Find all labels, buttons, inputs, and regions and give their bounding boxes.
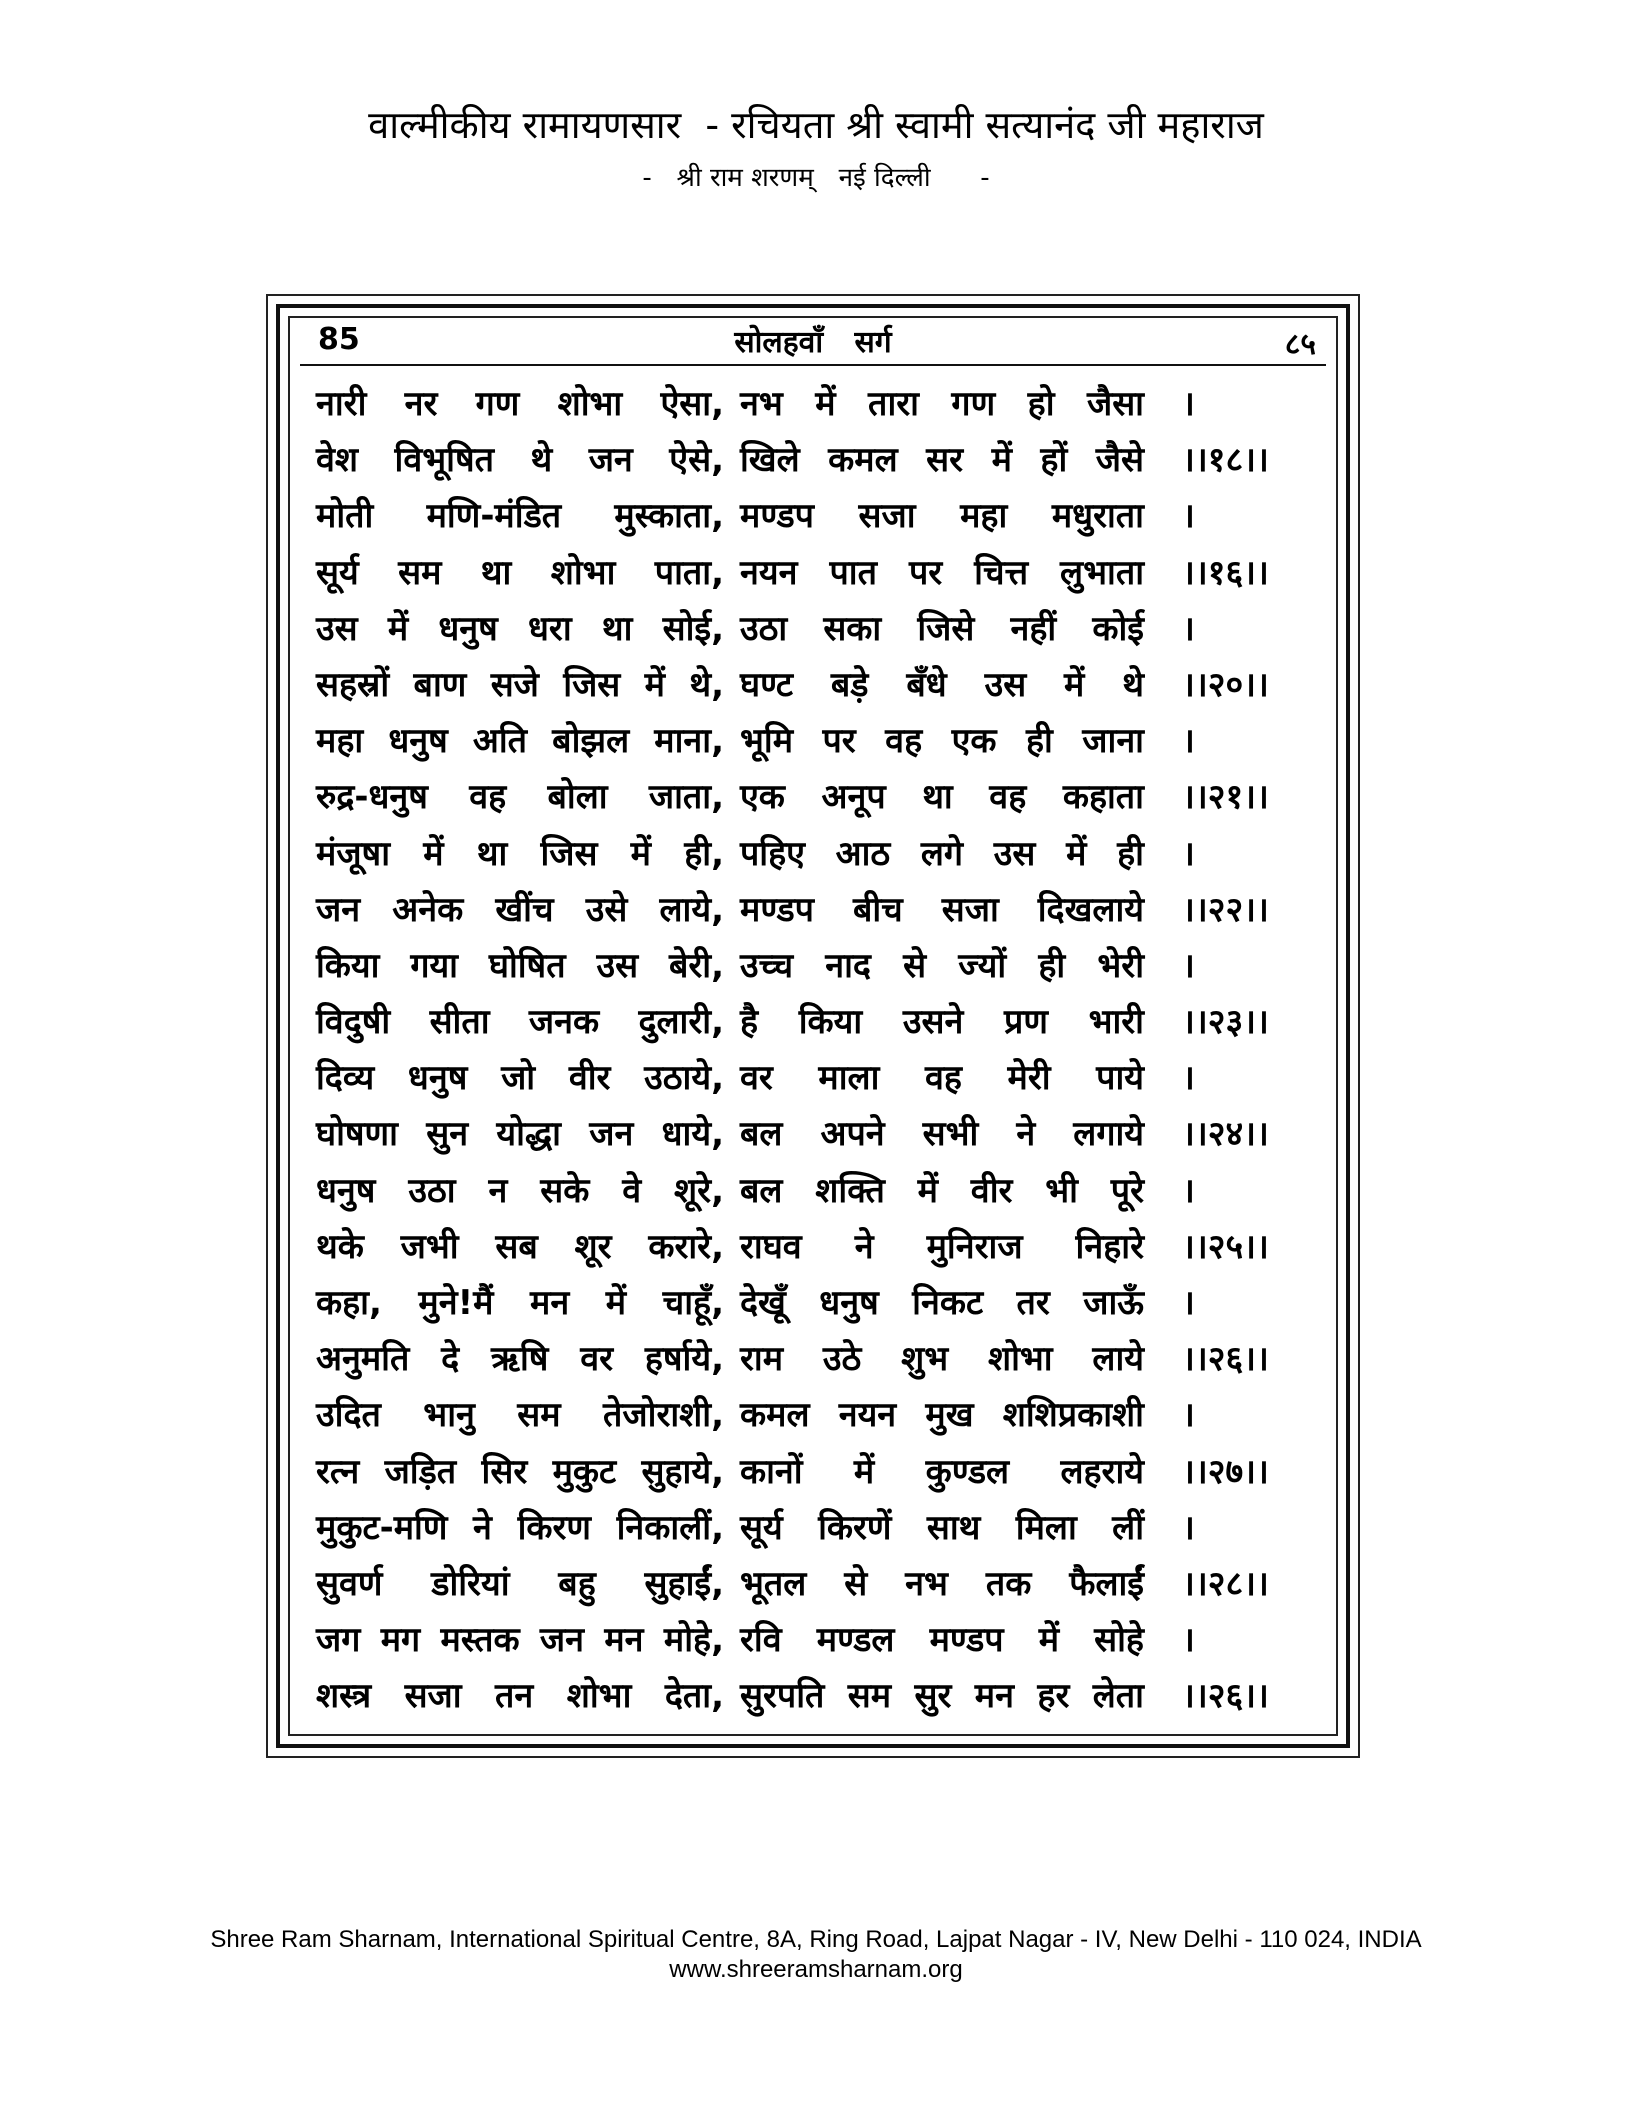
verse-first-half: सूर्य सम था शोभा पाता, bbox=[316, 552, 724, 593]
verse-number: ।।२५।। bbox=[1182, 1226, 1269, 1267]
verse-number: ।।२४।। bbox=[1182, 1114, 1269, 1155]
verse-line bbox=[316, 432, 1326, 488]
verse-first-half: थके जभी सब शूर करारे, bbox=[316, 1226, 724, 1267]
verse-first-half: महा धनुष अति बोझल माना, bbox=[316, 721, 724, 762]
verse-second-half: भूतल से नभ तक फैलाईं bbox=[740, 1563, 1144, 1604]
verse-line bbox=[316, 1106, 1326, 1162]
document-title: वाल्मीकीय रामायणसार - रचियता श्री स्वामी सत्यानंद जी महाराज bbox=[368, 103, 1264, 147]
verse-number: । bbox=[1182, 1058, 1195, 1099]
verse-line bbox=[316, 1612, 1326, 1668]
verse-first-half: उदित भानु सम तेजोराशी, bbox=[316, 1395, 724, 1436]
verse-first-half: मुकुट-मणि ने किरण निकालीं, bbox=[316, 1507, 724, 1548]
verse-line bbox=[316, 882, 1326, 938]
verse-line bbox=[316, 1050, 1326, 1106]
verse-second-half: सुरपति सम सुर मन हर लेता bbox=[740, 1676, 1144, 1717]
verse-line bbox=[316, 1331, 1326, 1387]
verse-first-half: घोषणा सुन योद्धा जन धाये, bbox=[316, 1114, 724, 1155]
footer-website[interactable]: www.shreeramsharnam.org bbox=[669, 1956, 963, 1983]
document-subtitle: - श्री राम शरणम् नई दिल्ली - bbox=[642, 163, 990, 193]
verse-number: ।।२१।। bbox=[1182, 777, 1269, 818]
verse-second-half: बल शक्ति में वीर भी पूरे bbox=[740, 1170, 1144, 1211]
verse-first-half: अनुमति दे ऋषि वर हर्षाये, bbox=[316, 1339, 724, 1380]
verse-line bbox=[316, 376, 1326, 432]
verse-second-half: वर माला वह मेरी पाये bbox=[740, 1058, 1144, 1099]
verse-line bbox=[316, 488, 1326, 544]
header-rule bbox=[300, 364, 1326, 366]
verse-first-half: नारी नर गण शोभा ऐसा, bbox=[316, 384, 724, 424]
verse-line bbox=[316, 938, 1326, 994]
verse-second-half: पहिए आठ लगे उस में ही bbox=[740, 833, 1144, 874]
verse-number: ।।२६।। bbox=[1182, 1676, 1269, 1717]
verse-second-half: उच्च नाद से ज्यों ही भेरी bbox=[740, 945, 1144, 986]
verse-first-half: सुवर्ण डोरियां बहु सुहाईं, bbox=[316, 1563, 724, 1604]
page-header-row bbox=[300, 318, 1326, 366]
verse-number: । bbox=[1182, 1283, 1195, 1323]
verse-line bbox=[316, 994, 1326, 1050]
verse-line bbox=[316, 1219, 1326, 1275]
verse-line bbox=[316, 1387, 1326, 1443]
verse-second-half: घण्ट बड़े बँधे उस में थे bbox=[740, 664, 1144, 705]
verse-second-half: एक अनूप था वह कहाता bbox=[740, 777, 1144, 818]
verse-second-half: नभ में तारा गण हो जैसा bbox=[740, 384, 1144, 424]
verse-first-half: विदुषी सीता जनक दुलारी, bbox=[316, 1002, 724, 1043]
verse-number: ।।२७।। bbox=[1182, 1451, 1269, 1492]
verse-second-half: उठा सका जिसे नहीं कोई bbox=[740, 608, 1144, 649]
verse-second-half: सूर्य किरणें साथ मिला लीं bbox=[740, 1507, 1144, 1548]
verse-first-half: कहा, मुने!मैं मन में चाहूँ, bbox=[316, 1283, 724, 1323]
verse-number: । bbox=[1182, 384, 1195, 424]
verse-second-half: कमल नयन मुख शशिप्रकाशी bbox=[740, 1395, 1144, 1436]
verse-number: ।।२३।। bbox=[1182, 1002, 1269, 1043]
verse-line bbox=[316, 1275, 1326, 1331]
verse-line bbox=[316, 713, 1326, 769]
verse-number: ।।१८।। bbox=[1182, 440, 1269, 481]
verse-first-half: शस्त्र सजा तन शोभा देता, bbox=[316, 1676, 724, 1717]
verse-number: । bbox=[1182, 608, 1195, 649]
verse-first-half: मोती मणि-मंडित मुस्काता, bbox=[316, 496, 724, 537]
verse-line bbox=[316, 1668, 1326, 1724]
verse-number: ।।२६।। bbox=[1182, 1339, 1269, 1380]
verse-number: । bbox=[1182, 833, 1195, 874]
verse-first-half: उस में धनुष धरा था सोई, bbox=[316, 608, 724, 649]
section-title: सोलहवाँ सर्ग bbox=[734, 325, 892, 360]
verse-second-half: रवि मण्डल मण्डप में सोहे bbox=[740, 1620, 1144, 1661]
verse-second-half: मण्डप सजा महा मधुराता bbox=[740, 496, 1144, 537]
verse-first-half: जग मग मस्तक जन मन मोहे, bbox=[316, 1620, 724, 1661]
verse-first-half: सहस्रों बाण सजे जिस में थे, bbox=[316, 664, 724, 705]
verse-number: । bbox=[1182, 721, 1195, 762]
verse-first-half: धनुष उठा न सके वे शूरे, bbox=[316, 1170, 724, 1211]
verse-second-half: खिले कमल सर में हों जैसे bbox=[740, 440, 1144, 481]
verse-number: ।।२०।। bbox=[1182, 664, 1269, 705]
verse-line bbox=[316, 657, 1326, 713]
verse-first-half: वेश विभूषित थे जन ऐसे, bbox=[316, 440, 724, 481]
verse-line bbox=[316, 601, 1326, 657]
verse-line bbox=[316, 826, 1326, 882]
verse-second-half: है किया उसने प्रण भारी bbox=[740, 1002, 1144, 1043]
verse-number: । bbox=[1182, 1395, 1195, 1436]
verse-second-half: भूमि पर वह एक ही जाना bbox=[740, 721, 1144, 762]
verse-first-half: किया गया घोषित उस बेरी, bbox=[316, 945, 724, 986]
verse-number: ।।१६।। bbox=[1182, 552, 1269, 593]
page-number: 85 bbox=[318, 322, 360, 357]
verse-second-half: नयन पात पर चित्त लुभाता bbox=[740, 552, 1144, 593]
footer-address: Shree Ram Sharnam, International Spiritual Centre, 8A, Ring Road, Lajpat Nagar - IV, New Delhi - 110 024, INDIA bbox=[210, 1926, 1422, 1953]
verse-line bbox=[316, 1500, 1326, 1556]
verse-line bbox=[316, 769, 1326, 825]
verse-first-half: दिव्य धनुष जो वीर उठाये, bbox=[316, 1058, 724, 1099]
page-number-devanagari: ८५ bbox=[1284, 327, 1316, 362]
verse-line bbox=[316, 545, 1326, 601]
verse-second-half: मण्डप बीच सजा दिखलाये bbox=[740, 889, 1144, 930]
verse-line bbox=[316, 1444, 1326, 1500]
verse-number: ।।२८।। bbox=[1182, 1563, 1269, 1604]
verse-first-half: रुद्र-धनुष वह बोला जाता, bbox=[316, 777, 724, 818]
verse-line bbox=[316, 1163, 1326, 1219]
verse-second-half: कानों में कुण्डल लहराये bbox=[740, 1451, 1144, 1492]
verse-first-half: मंजूषा में था जिस में ही, bbox=[316, 833, 724, 874]
verse-number: । bbox=[1182, 1170, 1195, 1211]
verse-second-half: देखूँ धनुष निकट तर जाऊँ bbox=[740, 1283, 1144, 1323]
verse-list bbox=[316, 376, 1326, 1725]
verse-number: । bbox=[1182, 945, 1195, 986]
verse-second-half: बल अपने सभी ने लगाये bbox=[740, 1114, 1144, 1155]
verse-number: ।।२२।। bbox=[1182, 889, 1269, 930]
verse-second-half: राघव ने मुनिराज निहारे bbox=[740, 1226, 1144, 1267]
verse-number: । bbox=[1182, 496, 1195, 537]
verse-number: । bbox=[1182, 1620, 1195, 1661]
verse-first-half: जन अनेक खींच उसे लाये, bbox=[316, 889, 724, 930]
verse-first-half: रत्न जड़ित सिर मुकुट सुहाये, bbox=[316, 1451, 724, 1492]
verse-number: । bbox=[1182, 1507, 1195, 1548]
verse-second-half: राम उठे शुभ शोभा लाये bbox=[740, 1339, 1144, 1380]
verse-line bbox=[316, 1556, 1326, 1612]
